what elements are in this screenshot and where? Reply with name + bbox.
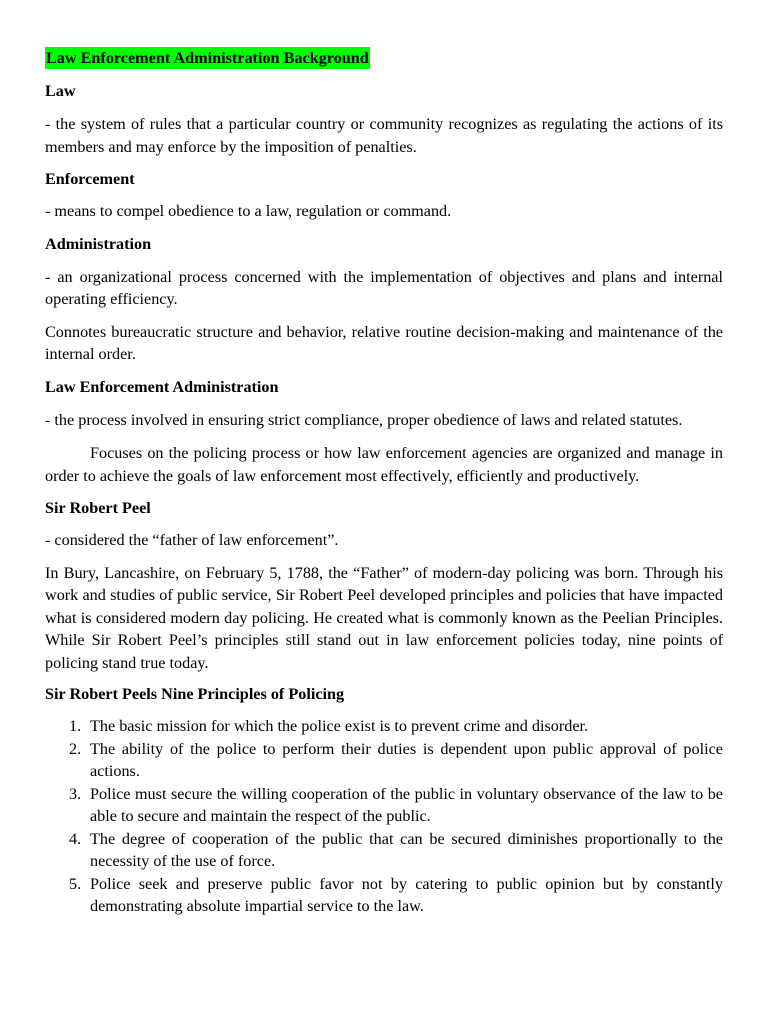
list-item-text: Police must secure the willing cooperation of the public in voluntary observance of the law to be able to secure and maintain the respect of the public. <box>90 784 723 825</box>
definition-peel: - considered the “father of law enforcement”. <box>45 531 339 549</box>
list-item-number: 5. <box>69 874 82 893</box>
document-title-line <box>45 47 723 69</box>
list-item-text: Police seek and preserve public favor not by catering to public opinion but by constantly demonstrating absolute impartial service to the law. <box>90 874 723 915</box>
document-page <box>45 44 723 918</box>
bio-peel: In Bury, Lancashire, on February 5, 1788, the “Father” of modern-day policing was born. Through his work and studies of public service, Sir Robert Peel developed principles and policies that have impacted what is considered modern day policing. He created what is commonly known as the Peelian Principles. While Sir Robert Peel’s principles still stand out in law enforcement policies today, nine points of policing stand true today. <box>45 563 723 672</box>
list-item <box>69 873 723 918</box>
definition-law: - the system of rules that a particular country or community recognizes as regulating the actions of its members and may enforce by the imposition of penalties. <box>45 115 723 156</box>
list-item-text: The basic mission for which the police exist is to prevent crime and disorder. <box>90 717 589 735</box>
heading-lea: Law Enforcement Administration <box>45 377 279 396</box>
definition-enforcement: - means to compel obedience to a law, regulation or command. <box>45 202 452 220</box>
list-item-number: 3. <box>69 784 82 803</box>
list-item <box>69 715 723 738</box>
list-item <box>69 828 723 873</box>
focus-lea: Focuses on the policing process or how law enforcement agencies are organized and manage in order to achieve the goals of law enforcement most effectively, efficiently and productively. <box>45 444 723 485</box>
list-item-number: 1. <box>69 717 82 735</box>
list-item <box>69 738 723 783</box>
document-title: Law Enforcement Administration Background <box>46 49 369 67</box>
heading-law: Law <box>45 82 76 100</box>
heading-administration: Administration <box>45 234 152 253</box>
note-administration: Connotes bureaucratic structure and behavior, relative routine decision-making and maintenance of the internal order. <box>45 322 723 363</box>
heading-enforcement: Enforcement <box>45 170 135 188</box>
list-item-number: 2. <box>69 739 82 758</box>
principles-list <box>45 715 723 918</box>
definition-administration: - an organizational process concerned with the implementation of objectives and plans and internal operating efficiency. <box>45 267 723 308</box>
list-item-number: 4. <box>69 829 82 848</box>
list-item-text: The ability of the police to perform their duties is dependent upon public approval of police actions. <box>90 739 723 780</box>
definition-lea: - the process involved in ensuring strict compliance, proper obedience of laws and related statutes. <box>45 410 683 429</box>
list-item-text: The degree of cooperation of the public that can be secured diminishes proportionally to the necessity of the use of force. <box>90 829 723 870</box>
list-item <box>69 783 723 828</box>
heading-principles: Sir Robert Peels Nine Principles of Policing <box>45 685 345 703</box>
heading-peel: Sir Robert Peel <box>45 499 151 517</box>
